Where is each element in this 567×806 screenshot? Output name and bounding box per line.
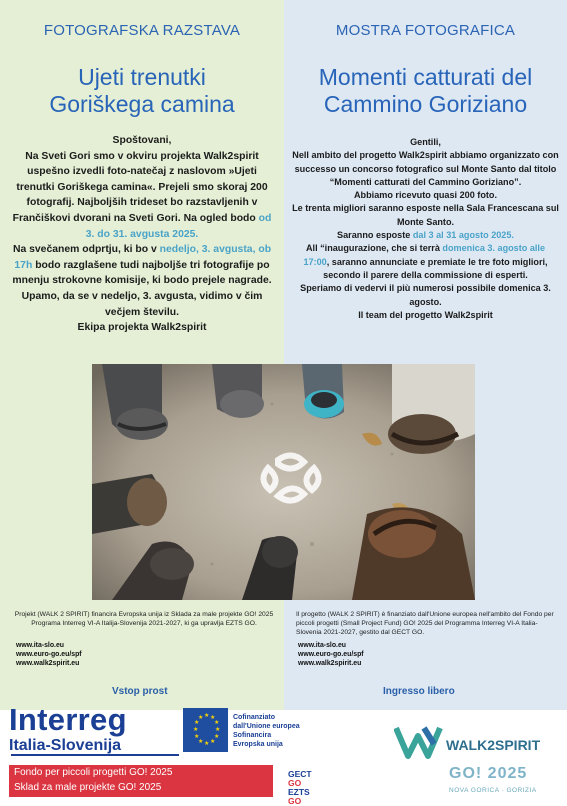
eu-line-4: Evropska unija (233, 741, 283, 748)
slovenian-column (0, 0, 284, 710)
walk2spirit-text: WALK2SPIRIT (446, 737, 541, 753)
gect-go: GO (288, 778, 302, 788)
right-paragraph-intro: Nell ambito del progetto Walk2spirit abbiamo organizzato con successo un concorso fotografico sul Monte Santo dal titolo “Momenti catturati del Cammino Goriziano”. (292, 150, 559, 187)
left-entry-free: Vstop prost (112, 686, 168, 697)
svg-text:★: ★ (215, 726, 221, 733)
fondo-line-it: Fondo per piccoli progetti GO! 2025 (14, 767, 173, 778)
svg-text:★: ★ (210, 738, 216, 745)
ezts-text: EZTS (288, 787, 310, 797)
link-euro-go-it[interactable]: www.euro-go.eu/spf (298, 651, 364, 659)
shoes-circle-photo (92, 364, 475, 600)
right-paragraph-venue: Le trenta migliori saranno esposte nella Sala Francescana sul Monte Santo. (292, 203, 559, 227)
left-title (0, 64, 284, 118)
right-exhibit-dates: dal 3 al 31 agosto 2025. (412, 230, 514, 241)
right-title (284, 64, 567, 118)
left-exhibit-dates: od 3. do 31. avgusta 2025. (85, 212, 272, 240)
right-p6-rest: , saranno annunciate e premiate le tre foto migliori, secondo il parere della commissione di esperti. (323, 256, 548, 280)
svg-text:★: ★ (204, 712, 210, 719)
right-opening-date: domenica 3. agosto alle 17:00 (303, 243, 546, 267)
walk2spirit-logo (394, 722, 554, 764)
right-title-line1: Momenti catturati del (318, 64, 533, 90)
link-walk2spirit[interactable]: www.walk2spirit.eu (16, 660, 80, 668)
left-paragraph-exhibit (10, 149, 274, 243)
left-body (10, 133, 274, 336)
link-walk2spirit-it[interactable]: www.walk2spirit.eu (298, 660, 362, 668)
left-greeting: Spoštovani, (112, 135, 172, 146)
link-ita-slo-it[interactable]: www.ita-slo.eu (298, 642, 346, 649)
left-funding-text: Projekt (WALK 2 SPIRIT) financira Evropska unija iz Sklada za male projekte GO! 2025 Programa Interreg VI-A Italija-Slovenija 2021-2027, ki ga upravlja EZTS GO. (14, 611, 274, 628)
left-opening-date: nedeljo, 3. avgusta, ob 17h (14, 244, 272, 271)
photo-illustration (92, 364, 475, 600)
left-header: FOTOGRAFSKA RAZSTAVA (43, 22, 241, 39)
svg-text:★: ★ (210, 714, 216, 721)
svg-text:★: ★ (214, 733, 220, 740)
gect-logo (288, 770, 321, 806)
right-paragraph-count: Abbiamo ricevuto quasi 200 foto. (353, 190, 497, 201)
svg-text:★: ★ (193, 726, 199, 733)
italian-column (284, 0, 567, 710)
walk2spirit-accent-icon (424, 728, 434, 744)
footer-logos (0, 702, 567, 806)
fondo-banner (9, 765, 273, 797)
interreg-subtitle: Italia-Slovenija (9, 737, 122, 754)
left-title-line2: Goriškega camina (49, 91, 235, 117)
eu-line-2: dall'Unione europea (233, 723, 300, 730)
svg-text:★: ★ (204, 740, 210, 747)
gect-text: GECT (288, 769, 312, 779)
right-p6-text: All “inaugurazione, che si terrà (305, 243, 443, 254)
svg-text:★: ★ (214, 719, 220, 726)
eu-cofinancing-text (233, 713, 300, 749)
right-body (292, 136, 559, 322)
left-paragraph-hope: Upamo, da se v nedeljo, 3. avgusta, vidimo v čim večjem številu. (21, 290, 263, 318)
svg-text:★: ★ (194, 733, 200, 740)
right-paragraph-dates (292, 229, 559, 242)
eu-flag-icon (183, 708, 228, 752)
eu-line-3: Sofinancira (233, 732, 272, 739)
left-p2-text: Na Sveti Gori smo v okviru projekta Walk2spirit uspešno izvedli foto-natečaj z naslovom »Ujeti trenutki Goriškega camina«. Prejeli smo skoraj 200 fotografij. Najboljših trideset bo razstavljenih v Frančiškovi dvorani na Sveti Gori. Na ogled bodo (12, 150, 268, 224)
go2025-logo: GO! 2025 (449, 765, 528, 782)
right-paragraph-opening (292, 242, 559, 282)
svg-text:★: ★ (198, 714, 204, 721)
eu-line-1: Cofinanziato (233, 714, 275, 721)
left-paragraph-opening (10, 242, 274, 289)
right-links (298, 641, 364, 669)
svg-text:★: ★ (194, 719, 200, 726)
shoe-teal (302, 364, 344, 419)
right-entry-free: Ingresso libero (383, 686, 455, 697)
interreg-logo: Interreg (9, 702, 127, 737)
link-ita-slo[interactable]: www.ita-slo.eu (16, 642, 64, 649)
right-paragraph-hope: Speriamo di vedervi il più numerosi possibile domenica 3. agosto. (300, 283, 551, 307)
fondo-line-sl: Sklad za male projekte GO! 2025 (14, 782, 162, 793)
right-greeting: Gentili, (410, 137, 441, 147)
left-links (16, 641, 82, 669)
shoe-top-center (212, 364, 264, 418)
left-title-line1: Ujeti trenutki (78, 64, 206, 90)
svg-text:★: ★ (198, 738, 204, 745)
right-funding-text: Il progetto (WALK 2 SPIRIT) è finanziato dall'Unione europea nell'ambito del Fondo per piccoli progetti (Small Project Fund) GO! 2025 del Programma Interreg VI-A Italia-Slovenia 2021-2027, gestito dal GECT GO. (296, 611, 554, 637)
link-euro-go[interactable]: www.euro-go.eu/spf (16, 651, 82, 659)
left-signature: Ekipa projekta Walk2spirit (77, 322, 207, 334)
ezts-go: GO (288, 796, 302, 806)
left-p3-text: Na svečanem odprtju, ki bo v (12, 244, 160, 256)
go2025-subtitle: NOVA GORICA · GORIZIA (449, 787, 537, 794)
right-p5-text: Saranno esposte (337, 230, 413, 241)
right-header: MOSTRA FOTOGRAFICA (335, 22, 516, 39)
left-p3-rest: bodo razglašene tudi najboljše tri fotografije po mnenju strokovne komisije, ki bodo prejele nagrade. (12, 259, 272, 287)
right-title-line2: Cammino Goriziano (323, 91, 528, 117)
right-signature: Il team del progetto Walk2spirit (358, 309, 493, 320)
